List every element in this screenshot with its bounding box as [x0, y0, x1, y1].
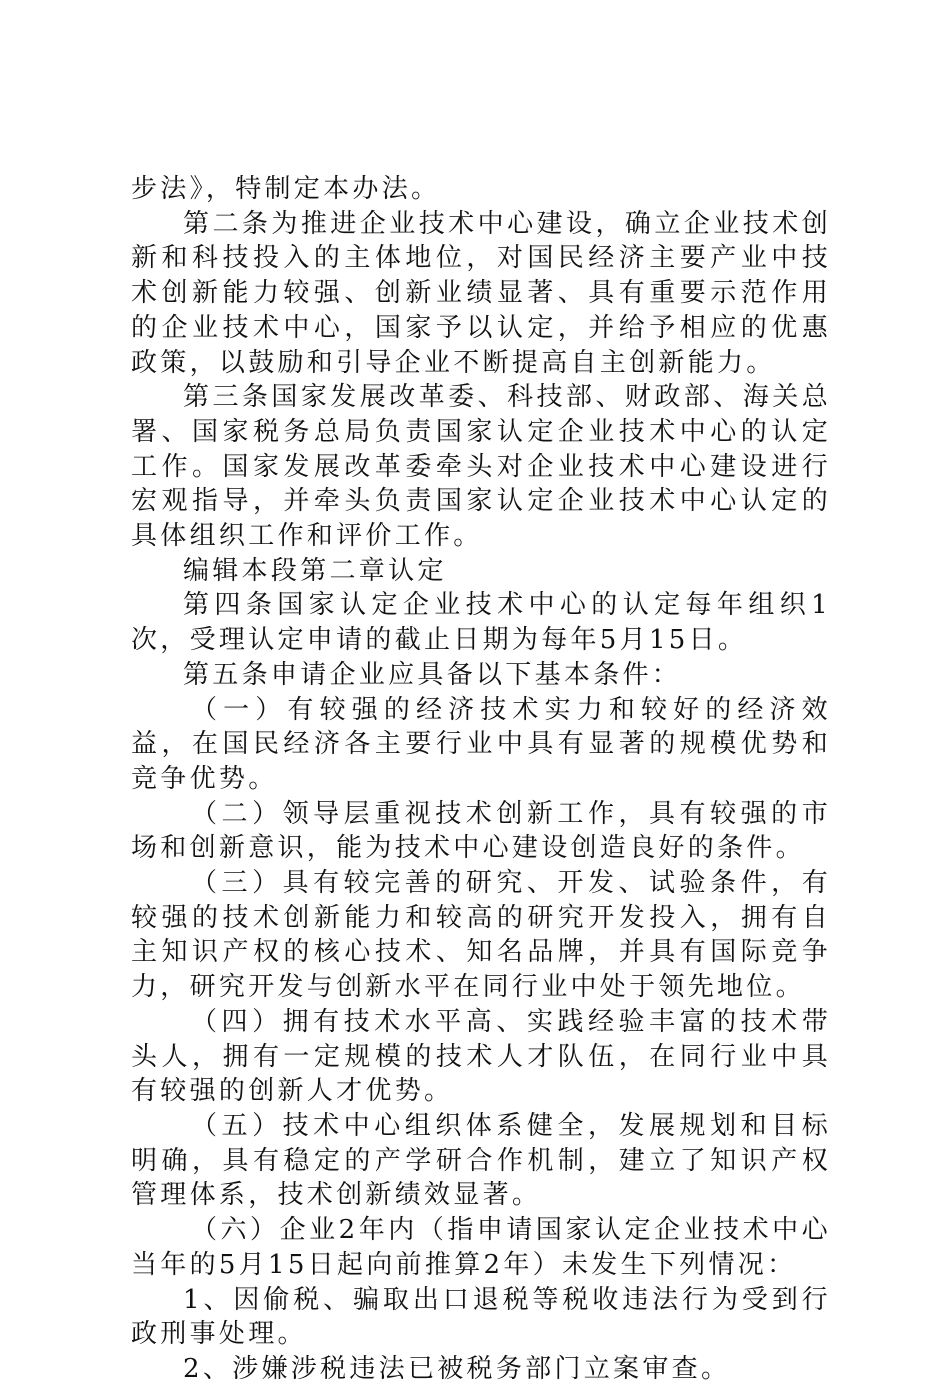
paragraph-article-3: 第三条国家发展改革委、科技部、财政部、海关总署、国家税务总局负责国家认定企业技术中心的认定工作。国家发展改革委牵头对企业技术中心建设进行宏观指导，并牵头负责国家认定企业技术中心认定的具体组织工作和评价工作。 [131, 382, 831, 552]
section-heading: 编辑本段第二章认定 [183, 555, 447, 586]
list-item-1: （一）有较强的经济技术实力和较好的经济效益，在国民经济各主要行业中具有显著的规模优势和竞争优势。 [131, 694, 831, 794]
list-item-4: （四）拥有技术水平高、实践经验丰富的技术带头人，拥有一定规模的技术人才队伍，在同行业中具有较强的创新人才优势。 [131, 1006, 831, 1107]
list-item-2: （二）领导层重视技术创新工作，具有较强的市场和创新意识，能为技术中心建设创造良好的条件。 [131, 798, 831, 864]
document-body [131, 172, 831, 1387]
sub-item-2: 2、涉嫌涉税违法已被税务部门立案审查。 [183, 1353, 731, 1384]
sub-item-1: 1、因偷税、骗取出口退税等税收违法行为受到行政刑事处理。 [131, 1284, 831, 1350]
paragraph-article-2: 第二条为推进企业技术中心建设，确立企业技术创新和科技投入的主体地位，对国民经济主要产业中技术创新能力较强、创新业绩显著、具有重要示范作用的企业技术中心，国家予以认定，并给予相应的优惠政策，以鼓励和引导企业不断提高自主创新能力。 [131, 208, 831, 378]
paragraph-article-4: 第四条国家认定企业技术中心的认定每年组织1次，受理认定申请的截止日期为每年5月15日。 [131, 590, 831, 656]
list-item-5: （五）技术中心组织体系健全，发展规划和目标明确，具有稳定的产学研合作机制，建立了知识产权管理体系，技术创新绩效显著。 [131, 1110, 831, 1211]
list-item-6: （六）企业2年内（指申请国家认定企业技术中心当年的5月15日起向前推算2年）未发生下列情况： [131, 1215, 831, 1280]
list-item-3: （三）具有较完善的研究、开发、试验条件，有较强的技术创新能力和较高的研究开发投入，拥有自主知识产权的核心技术、知名品牌，并具有国际竞争力，研究开发与创新水平在同行业中处于领先地位。 [131, 868, 831, 1003]
paragraph-continuation: 步法》，特制定本办法。 [131, 174, 441, 204]
paragraph-article-5: 第五条申请企业应具备以下基本条件： [183, 659, 682, 690]
